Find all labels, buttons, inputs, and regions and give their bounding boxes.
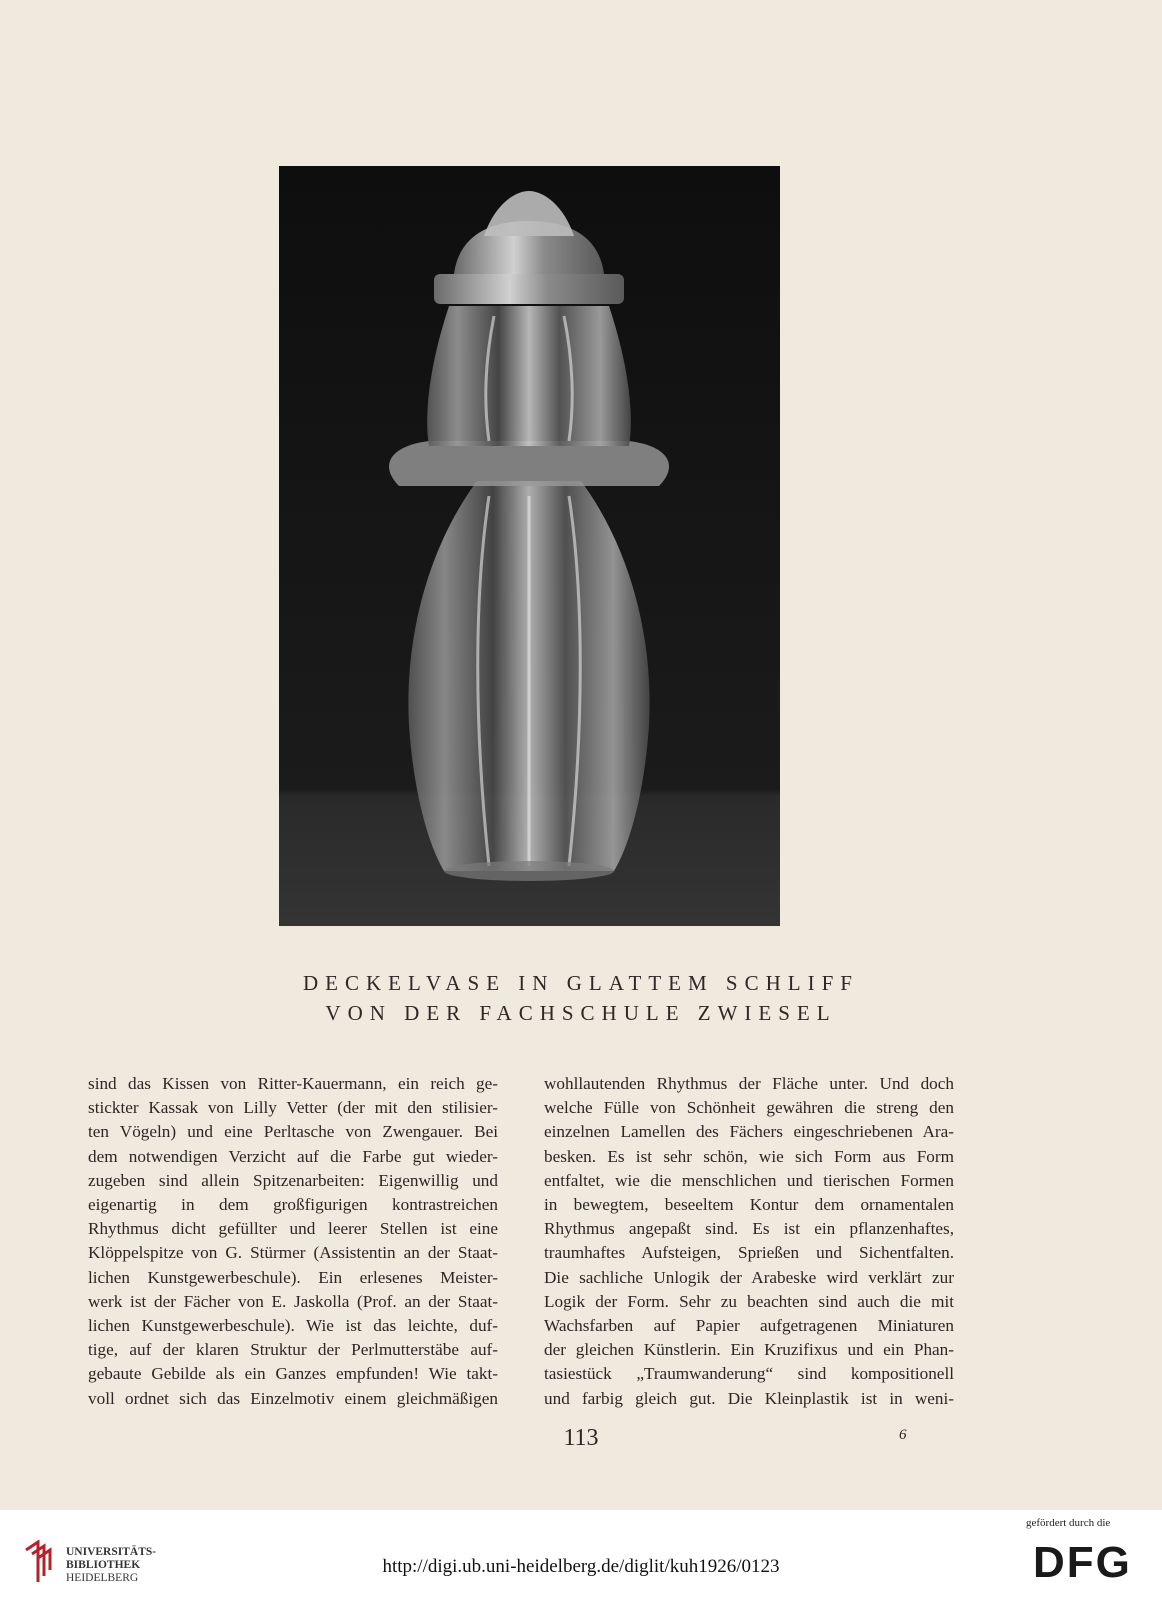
text-line: Rhythmus angepaßt sind. Es ist ein pflanzenhaftes, — [544, 1219, 954, 1239]
text-line: Rhythmus dicht gefüllter und leerer Stellen ist eine — [88, 1219, 498, 1239]
library-name-line: BIBLIOTHEK — [66, 1559, 141, 1571]
caption-line-2: VON DER FACHSCHULE ZWIESEL — [325, 1001, 837, 1025]
text-line: eigenartig in dem großfigurigen kontrastreichen — [88, 1195, 498, 1215]
dfg-logo: DFG — [1033, 1538, 1132, 1587]
text-line: dem notwendigen Verzicht auf die Farbe gut wieder- — [88, 1146, 498, 1166]
text-line: tasiestück „Traumwanderung“ sind kompositionell — [544, 1364, 954, 1384]
text-line: traumhaftes Aufsteigen, Sprießen und Sichentfalten. — [544, 1243, 954, 1263]
text-line: voll ordnet sich das Einzelmotiv einem gleichmäßigen — [88, 1388, 498, 1408]
text-line: werk ist der Fächer von E. Jaskolla (Prof. an der Staat- — [88, 1291, 498, 1311]
text-line: Logik der Form. Sehr zu beachten sind auch die mit — [544, 1291, 954, 1311]
text-line: besken. Es ist sehr schön, wie sich Form aus Form — [544, 1146, 954, 1166]
library-name-line: UNIVERSITÄTS- — [66, 1546, 157, 1558]
funded-by-text: gefördert durch die — [1026, 1517, 1111, 1529]
photo-lidded-vase — [279, 166, 780, 926]
body-column-right — [544, 1072, 954, 1411]
text-line: welche Fülle von Schönheit gewähren die streng den — [544, 1098, 954, 1118]
text-line: gebaute Gebilde als ein Ganzes empfunden! Wie takt- — [88, 1364, 498, 1384]
text-line: Die sachliche Unlogik der Arabeske wird verklärt zur — [544, 1267, 954, 1287]
text-line: der gleichen Künstlerin. Ein Kruzifixus und ein Phan- — [544, 1340, 954, 1360]
text-line: wohllautenden Rhythmus der Fläche unter. Und doch — [544, 1074, 954, 1093]
text-line: tige, auf der klaren Struktur der Perlmutterstäbe auf- — [88, 1340, 498, 1360]
text-line: in bewegtem, beseeltem Kontur dem ornamentalen — [544, 1195, 954, 1215]
text-line: zugeben sind allein Spitzenarbeiten: Eigenwillig und — [88, 1170, 498, 1190]
text-line: sind das Kissen von Ritter-Kauermann, ein reich ge- — [88, 1074, 498, 1093]
library-name-line: HEIDELBERG — [66, 1572, 139, 1584]
text-line: und farbig gleich gut. Die Kleinplastik ist in weni- — [544, 1388, 954, 1408]
page-number: 113 — [563, 1425, 599, 1451]
vase-illustration — [279, 166, 780, 926]
signature-mark: 6 — [899, 1427, 907, 1443]
caption-line-1: DECKELVASE IN GLATTEM SCHLIFF — [303, 971, 859, 995]
text-line: stickter Kassak von Lilly Vetter (der mit den stilisier- — [88, 1098, 498, 1118]
text-line: entfaltet, wie die menschlichen und tierischen Formen — [544, 1170, 954, 1190]
text-line: lichen Kunstgewerbeschule). Ein erlesenes Meister- — [88, 1267, 498, 1287]
text-line: einzelnen Lamellen des Fächers eingeschriebenen Ara- — [544, 1122, 954, 1142]
text-line: Klöppelspitze von G. Stürmer (Assistentin an der Staat- — [88, 1243, 498, 1263]
source-url[interactable]: http://digi.ub.uni-heidelberg.de/diglit/kuh1926/0123 — [382, 1556, 780, 1577]
text-line: ten Vögeln) und eine Perltasche von Zwengauer. Bei — [88, 1122, 498, 1142]
text-line: Wachsfarben auf Papier aufgetragenen Miniaturen — [544, 1316, 954, 1336]
body-column-left — [88, 1072, 498, 1411]
text-line: lichen Kunstgewerbeschule). Wie ist das leichte, duf- — [88, 1316, 498, 1336]
